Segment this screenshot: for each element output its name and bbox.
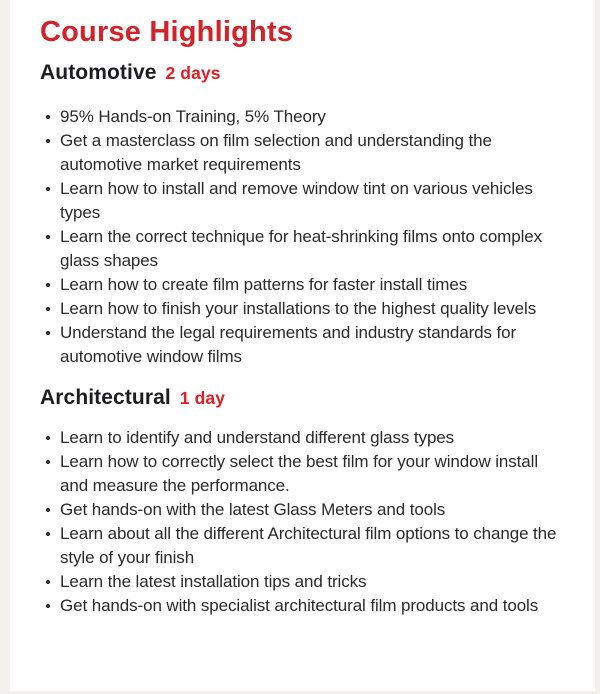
list-item: Learn the correct technique for heat-shrinking films onto complex glass shapes	[40, 225, 562, 273]
list-item: Learn how to create film patterns for faster install times	[40, 273, 562, 297]
automotive-bullet-list	[40, 105, 595, 369]
list-item: Learn how to finish your installations to the highest quality levels	[40, 297, 562, 321]
architectural-bullet-list	[40, 426, 595, 618]
section-duration-badge: 2 days	[165, 63, 221, 83]
list-item: Get a masterclass on film selection and understanding the automotive market requirements	[40, 129, 562, 177]
section-name: Automotive	[40, 61, 157, 84]
list-item: Get hands-on with specialist architectural film products and tools	[40, 594, 562, 618]
section-name: Architectural	[40, 386, 171, 409]
page-title: Course Highlights	[40, 16, 294, 48]
list-item: Learn how to install and remove window tint on various vehicles types	[40, 177, 562, 225]
list-item: Understand the legal requirements and industry standards for automotive window films	[40, 321, 562, 369]
list-item: Learn to identify and understand different glass types	[40, 426, 562, 450]
list-item: 95% Hands-on Training, 5% Theory	[40, 105, 562, 129]
section-duration-badge: 1 day	[179, 388, 226, 408]
content-card	[10, 0, 595, 691]
list-item: Get hands-on with the latest Glass Meters and tools	[40, 498, 562, 522]
section-heading-architectural	[40, 385, 595, 411]
list-item: Learn how to correctly select the best film for your window install and measure the performance.	[40, 450, 562, 498]
list-item: Learn about all the different Architectural film options to change the style of your finish	[40, 522, 562, 570]
list-item: Learn the latest installation tips and tricks	[40, 570, 562, 594]
section-heading-automotive	[40, 60, 595, 86]
